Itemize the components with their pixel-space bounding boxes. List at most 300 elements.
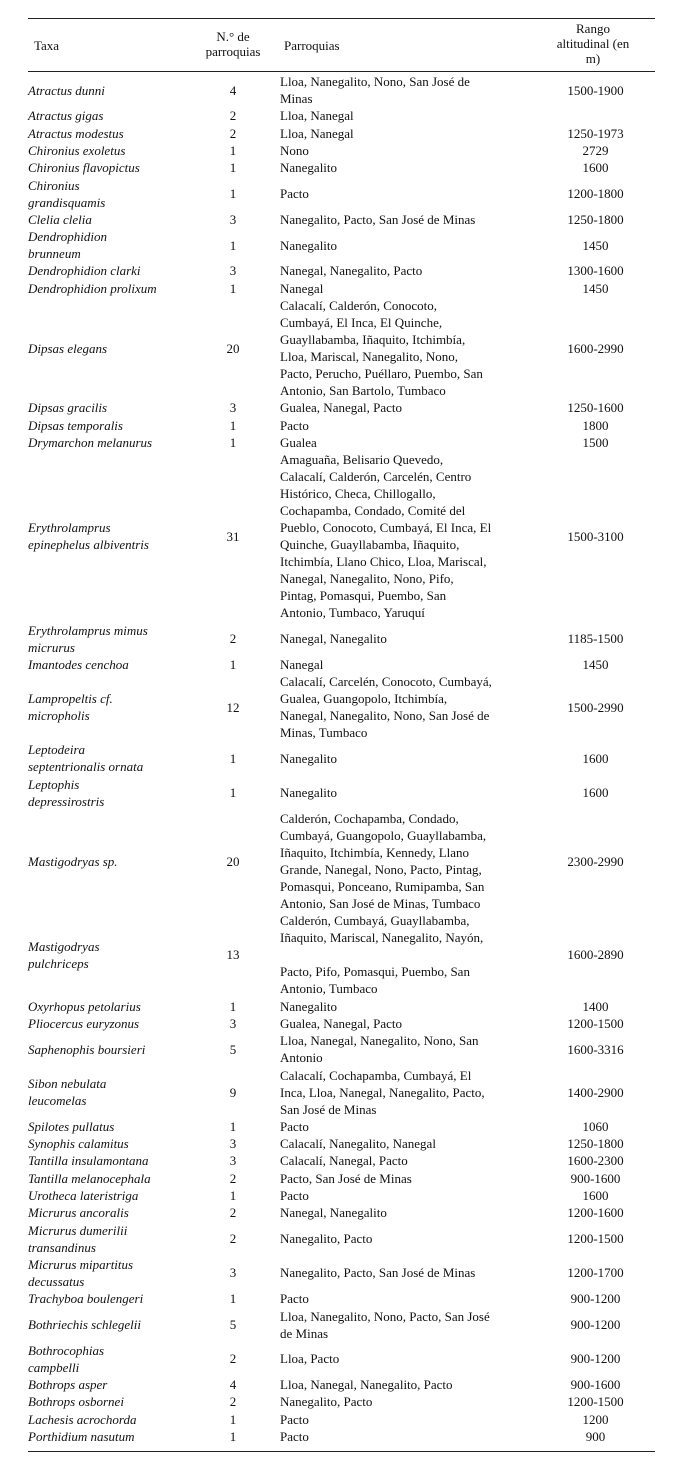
table-row [28,297,655,399]
table-row [28,1290,655,1307]
rango-cell: 900-1600 [570,1170,621,1186]
n-parroquias-cell: 1 [229,160,237,176]
table-row [28,1067,655,1118]
n-parroquias-cell: 2 [229,1170,237,1186]
n-parroquias-cell: 4 [229,1377,237,1393]
taxa-line: brunneum [28,246,81,262]
taxa-cell [28,177,193,211]
parroquias-line: Calacalí, Carcelén, Conocoto, Cumbayá, [280,674,492,690]
rango-cell: 1600 [582,160,609,176]
table-row [28,107,655,124]
header-taxa: Taxa [34,38,60,53]
taxa-cell [28,228,193,262]
taxa-line: Imantodes cenchoa [28,656,129,672]
n-parroquias-cell: 1 [229,280,237,296]
parroquias-line: Antonio, Tumbaco, Yaruquí [280,605,425,621]
parroquias-cell [280,750,538,767]
table-row [28,810,655,912]
taxa-cell [28,656,193,673]
rango-cell: 900-1200 [570,1291,621,1307]
taxa-cell [28,1290,193,1307]
parroquias-line: Minas [280,91,313,106]
parroquias-cell [280,1015,538,1032]
table-row [28,1032,655,1066]
parroquias-cell [280,434,538,451]
rango-cell: 1185-1500 [567,631,624,646]
taxa-cell [28,1075,193,1109]
parroquias-line: Pacto [280,186,309,201]
parroquias-line: Calacalí, Nanegalito, Nanegal [280,1136,436,1152]
header-rango-line1: Rango [576,21,610,36]
n-parroquias-cell: 5 [229,1041,237,1057]
taxa-cell [28,1041,193,1058]
taxa-cell [28,622,193,656]
taxa-line: Atractus modestus [28,125,124,141]
header-rango [533,21,653,66]
taxa-line: decussatus [28,1273,85,1289]
taxa-line: Chironius exoletus [28,142,126,158]
table-row [28,1222,655,1256]
taxa-line: Leptodeira [28,742,86,758]
rango-cell: 1250-1973 [567,125,624,141]
table-row [28,622,655,656]
taxa-cell [28,519,193,553]
table-row [28,1135,655,1152]
parroquias-cell [280,1428,538,1445]
n-parroquias-cell: 3 [229,1265,237,1281]
n-parroquias-cell: 5 [229,1317,237,1332]
taxa-cell [28,434,193,451]
taxa-cell [28,938,193,972]
rango-cell: 1200-1600 [567,1205,624,1221]
taxa-line: Porthidium nasutum [28,1429,135,1444]
n-parroquias-cell: 20 [226,853,240,869]
table-row [28,1204,655,1221]
rango-cell: 1300-1600 [567,263,624,279]
parroquias-cell [280,1067,538,1118]
taxa-cell [28,690,193,724]
n-parroquias-cell: 1 [229,750,237,766]
table-row [28,262,655,279]
parroquias-line: Calacalí, Calderón, Conocoto, [280,298,438,313]
table-header [28,18,655,72]
parroquias-line: Lloa, Nanegal, Nanegalito, Nono, San [280,1033,479,1049]
parroquias-line: Antonio, Tumbaco [280,981,378,997]
header-n-line2: parroquias [205,44,261,59]
rango-cell: 1500 [582,434,609,450]
parroquias-line: Pacto [280,1411,309,1427]
parroquias-line: Pueblo, Conocoto, Cumbayá, El Inca, El [280,520,492,536]
taxa-cell [28,142,193,159]
taxa-cell [28,776,193,810]
taxa-line: Synophis calamitus [28,1136,129,1152]
parroquias-line: Lloa, Mariscal, Nanegalito, Nono, [280,349,458,364]
rango-cell: 1500-2990 [567,699,624,715]
rango-cell: 1400-2900 [567,1084,624,1100]
parroquias-cell [280,1118,538,1135]
taxa-line: Drymarchon melanurus [28,434,153,450]
taxa-cell [28,1316,193,1333]
rango-cell: 900-1600 [570,1377,621,1393]
taxa-line: septentrionalis ornata [28,759,144,775]
parroquias-line: Nanegal, Nanegalito, Nono, San José de [280,708,490,724]
n-parroquias-cell: 3 [229,211,237,227]
taxa-line: Clelia clelia [28,211,92,227]
taxa-line: Mastigodryas [28,938,100,954]
taxa-line: Mastigodryas sp. [28,853,118,869]
taxa-line: Saphenophis boursieri [28,1041,146,1057]
header-n-parroquias [195,29,271,59]
taxa-cell [28,998,193,1015]
rango-cell: 1200-1500 [567,1394,624,1410]
parroquias-cell [280,297,538,399]
species-table [28,18,655,1444]
taxa-line: Bothrops osbornei [28,1394,124,1410]
n-parroquias-cell: 20 [226,340,240,356]
rango-cell: 1500-3100 [567,528,624,544]
parroquias-cell [280,125,538,142]
parroquias-line: Iñaquito, Mariscal, Nanegalito, Nayón, [280,930,484,946]
taxa-line: Lampropeltis cf. [28,691,113,707]
rango-cell: 1600-2300 [567,1153,624,1169]
taxa-cell [28,417,193,434]
table-row [28,1118,655,1135]
rango-cell: 1600 [582,750,609,766]
parroquias-cell [280,1308,538,1342]
parroquias-line: Antonio, San José de Minas, Tumbaco [280,896,481,911]
taxa-line: micrurus [28,639,75,655]
parroquias-cell [280,1290,538,1307]
parroquias-cell [280,73,538,107]
parroquias-line [280,946,538,963]
parroquias-line: Nanegal, Nanegalito, Nono, Pifo, [280,571,454,587]
taxa-line: leucomelas [28,1093,87,1108]
table-row [28,1256,655,1290]
table-row [28,73,655,107]
taxa-line: Atractus gigas [28,108,104,124]
n-parroquias-cell: 3 [229,400,237,416]
taxa-cell [28,280,193,297]
taxa-line: Trachyboa boulengeri [28,1291,144,1307]
parroquias-cell [280,280,538,297]
parroquias-line: Gualea, Nanegal, Pacto [280,400,403,416]
parroquias-line: Amaguaña, Belisario Quevedo, [280,452,444,468]
parroquias-line: Guayllabamba, Iñaquito, Itchimbía, [280,332,466,347]
n-parroquias-cell: 1 [229,1291,237,1307]
table-row [28,1015,655,1032]
parroquias-line: Itchimbía, Llano Chico, Lloa, Mariscal, [280,554,487,570]
parroquias-cell [280,1032,538,1066]
parroquias-line: Pacto [280,1429,309,1444]
parroquias-line: Nanegal, Nanegalito [280,1205,387,1221]
parroquias-cell [280,1152,538,1169]
parroquias-line: Iñaquito, Itchimbía, Kennedy, Llano [280,845,470,860]
parroquias-cell [280,1135,538,1152]
parroquias-cell [280,673,538,741]
parroquias-cell [280,142,538,159]
table-row [28,1342,655,1376]
taxa-line: pulchriceps [28,955,89,971]
n-parroquias-cell: 1 [229,142,237,158]
parroquias-cell [280,417,538,434]
parroquias-line: Lloa, Nanegalito, Nono, San José de [280,74,470,89]
taxa-cell [28,262,193,279]
parroquias-line: Cumbayá, Guangopolo, Guayllabamba, [280,828,487,843]
taxa-cell [28,1187,193,1204]
parroquias-cell [280,656,538,673]
parroquias-cell [280,998,538,1015]
n-parroquias-cell: 3 [229,1015,237,1031]
taxa-cell [28,1376,193,1393]
parroquias-line: Quinche, Guayllabamba, Iñaquito, [280,537,460,553]
parroquias-line: Lloa, Pacto [280,1351,340,1367]
taxa-cell [28,211,193,228]
rango-cell: 2729 [582,142,609,158]
table-row [28,399,655,416]
taxa-cell [28,1015,193,1032]
table-row [28,741,655,775]
taxa-line: transandinus [28,1239,96,1255]
taxa-line: Dipsas temporalis [28,417,123,433]
rango-cell: 900-1200 [570,1351,621,1367]
n-parroquias-cell: 9 [229,1084,237,1100]
taxa-cell [28,107,193,124]
rango-cell: 1500-1900 [567,82,624,98]
parroquias-cell [280,1393,538,1410]
table-row [28,1308,655,1342]
taxa-line: Bothriechis schlegelii [28,1317,142,1332]
taxa-cell [28,853,193,870]
parroquias-cell [280,159,538,176]
parroquias-line: Nanegalito, Pacto, San José de Minas [280,211,476,227]
taxa-cell [28,399,193,416]
parroquias-cell [280,262,538,279]
taxa-cell [28,1135,193,1152]
parroquias-line: Nanegalito [280,785,338,801]
parroquias-line: Nanegalito [280,160,338,176]
rango-cell: 1200-1800 [567,186,624,201]
taxa-line: Tantilla insulamontana [28,1153,149,1169]
taxa-cell [28,82,193,99]
parroquias-line: Grande, Nanegal, Nono, Pacto, Pintag, [280,862,482,877]
rango-cell: 1600-2990 [567,340,624,356]
parroquias-line: Nanegal, Nanegalito, Pacto [280,263,423,279]
parroquias-line: Nanegalito, Pacto, San José de Minas [280,1265,476,1281]
n-parroquias-cell: 3 [229,1136,237,1152]
taxa-line: Micrurus dumerilii [28,1222,128,1238]
n-parroquias-cell: 13 [226,947,240,963]
parroquias-line: Antonio, San Bartolo, Tumbaco [280,383,446,398]
taxa-line: Atractus dunni [28,82,105,98]
n-parroquias-cell: 2 [229,108,237,124]
table-row [28,142,655,159]
rango-cell: 1600-2890 [567,947,624,963]
taxa-line: Chironius flavopictus [28,160,140,176]
taxa-cell [28,1411,193,1428]
taxa-cell [28,1118,193,1135]
taxa-cell [28,340,193,357]
table-row [28,656,655,673]
taxa-cell [28,1342,193,1376]
table-row [28,417,655,434]
n-parroquias-cell: 1 [229,434,237,450]
parroquias-line: Nanegalito, Pacto [280,1231,373,1247]
parroquias-cell [280,1187,538,1204]
parroquias-cell [280,185,538,202]
taxa-line: Oxyrhopus petolarius [28,998,141,1014]
parroquias-line: Pomasqui, Ponceano, Rumipamba, San [280,879,485,894]
taxa-line: Dendrophidion [28,229,107,245]
n-parroquias-cell: 1 [229,656,237,672]
rango-cell: 1450 [582,237,609,253]
parroquias-line: Lloa, Nanegal [280,108,354,124]
rango-cell: 1450 [582,656,609,672]
parroquias-cell [280,107,538,124]
parroquias-line: Lloa, Nanegal, Nanegalito, Pacto [280,1377,453,1393]
n-parroquias-cell: 2 [229,1231,237,1247]
parroquias-line: Calacalí, Cochapamba, Cumbayá, El [280,1067,472,1083]
rango-cell: 1450 [582,280,609,296]
parroquias-line: Gualea, Nanegal, Pacto [280,1015,403,1031]
taxa-line: Dipsas gracilis [28,400,108,416]
parroquias-line: Nanegal, Nanegalito [280,631,387,646]
taxa-line: Erythrolamprus [28,520,111,536]
parroquias-line: Nono [280,142,309,158]
parroquias-cell [280,1350,538,1367]
rango-cell: 2300-2990 [567,853,624,869]
taxa-line: Dipsas elegans [28,340,108,356]
parroquias-line: Calderón, Cumbayá, Guayllabamba, [280,913,470,929]
taxa-line: Bothrops asper [28,1377,108,1393]
n-parroquias-cell: 1 [229,785,237,801]
parroquias-line: Pacto [280,1291,309,1307]
table-row [28,673,655,741]
n-parroquias-cell: 1 [229,1429,237,1444]
taxa-line: Sibon nebulata [28,1076,107,1091]
rango-cell: 1250-1800 [567,211,624,227]
parroquias-line: Pintag, Pomasqui, Puembo, San [280,588,447,604]
table-row [28,159,655,176]
taxa-line: Chironius [28,177,80,193]
parroquias-line: Pacto [280,1118,309,1134]
n-parroquias-cell: 2 [229,1394,237,1410]
taxa-line: Urotheca lateristriga [28,1188,139,1203]
parroquias-line: Cumbayá, El Inca, El Quinche, [280,315,443,330]
table-row [28,1152,655,1169]
taxa-cell [28,1393,193,1410]
table-row [28,228,655,262]
table-row [28,912,655,997]
taxa-line: grandisquamis [28,194,106,210]
taxa-line: Dendrophidion prolixum [28,280,157,296]
parroquias-line: Pacto [280,417,309,433]
n-parroquias-cell: 1 [229,417,237,433]
table-row [28,776,655,810]
taxa-line: Pliocercus euryzonus [28,1015,140,1031]
parroquias-line: Calacalí, Nanegal, Pacto [280,1153,408,1169]
parroquias-cell [280,810,538,912]
n-parroquias-cell: 2 [229,1205,237,1221]
parroquias-line: Lloa, Nanegal [280,125,354,141]
parroquias-line: Pacto, Perucho, Puéllaro, Puembo, San [280,366,483,381]
table-row [28,280,655,297]
n-parroquias-cell: 2 [229,125,237,141]
table-row [28,1411,655,1428]
taxa-line: Spilotes pullatus [28,1118,115,1134]
parroquias-cell [280,1230,538,1247]
taxa-line: Tantilla melanocephala [28,1170,151,1186]
parroquias-cell [280,1170,538,1187]
parroquias-cell [280,399,538,416]
table-row [28,1376,655,1393]
parroquias-line: Pacto, Pifo, Pomasqui, Puembo, San [280,964,470,980]
parroquias-line: Minas, Tumbaco [280,725,368,741]
parroquias-line: Nanegalito [280,237,338,253]
rango-cell: 1600 [582,1188,609,1203]
n-parroquias-cell: 1 [229,1411,237,1427]
taxa-cell [28,741,193,775]
parroquias-line: Nanegalito, Pacto [280,1394,373,1410]
table-row [28,434,655,451]
taxa-cell [28,159,193,176]
parroquias-cell [280,237,538,254]
taxa-cell [28,1428,193,1445]
rango-cell: 1200-1500 [567,1015,624,1031]
taxa-line: micropholis [28,708,90,724]
n-parroquias-cell: 1 [229,186,237,201]
n-parroquias-cell: 2 [229,1351,237,1367]
parroquias-cell [280,1411,538,1428]
taxa-cell [28,125,193,142]
taxa-line: Micrurus mipartitus [28,1256,134,1272]
parroquias-line: Pacto [280,1188,309,1203]
rango-cell: 1060 [582,1118,609,1134]
taxa-line: depressirostris [28,793,105,809]
table-row [28,211,655,228]
table-row [28,177,655,211]
parroquias-cell [280,1204,538,1221]
rango-cell: 1400 [582,998,609,1014]
taxa-cell [28,1222,193,1256]
rango-cell: 1200 [582,1411,609,1427]
taxa-line: campbelli [28,1359,80,1375]
parroquias-line: Antonio [280,1050,323,1066]
parroquias-cell [280,912,538,997]
parroquias-line: Calacalí, Calderón, Carcelén, Centro [280,469,472,485]
parroquias-line: Inca, Lloa, Nanegal, Nanegalito, Pacto, [280,1084,485,1100]
rango-cell: 900-1200 [570,1317,621,1332]
rango-cell: 1200-1700 [567,1265,624,1281]
n-parroquias-cell: 1 [229,237,237,253]
taxa-cell [28,1170,193,1187]
n-parroquias-cell: 1 [229,1188,237,1203]
n-parroquias-cell: 3 [229,1153,237,1169]
taxa-cell [28,1256,193,1290]
parroquias-line: Gualea, Guangopolo, Itchimbía, [280,691,448,707]
taxa-line: Erythrolamprus mimus [28,622,148,638]
taxa-line: Lachesis acrochorda [28,1411,137,1427]
table-row [28,451,655,621]
header-rango-line3: m) [585,51,601,66]
table-row [28,998,655,1015]
parroquias-line: Histórico, Checa, Chillogallo, [280,486,436,502]
parroquias-line: Lloa, Nanegalito, Nono, Pacto, San José [280,1308,490,1324]
header-n-line1: N.° de [216,29,250,44]
n-parroquias-cell: 4 [229,82,237,98]
rango-cell: 1200-1500 [567,1231,624,1247]
table-row [28,1187,655,1204]
parroquias-line: Nanegalito [280,750,338,766]
